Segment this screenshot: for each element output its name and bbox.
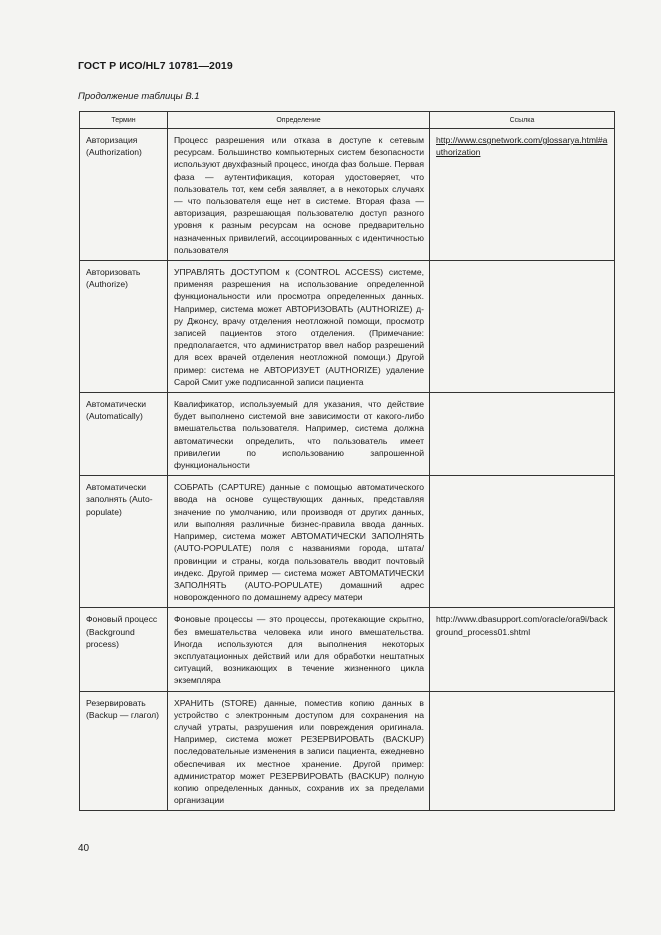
reference-cell xyxy=(430,129,615,261)
definition-cell: СОБРАТЬ (CAPTURE) данные с помощью автоматического ввода на основе существующих данных, представляя значение по умолчанию, или производя от других данных, или выполняя различные бизнес-правила ввода данных. Например, система может АВТОМАТИЧЕСКИ ЗАПОЛНЯТЬ (AUTO-POPULATE) поля с названиями города, штата/провинции и страны, когда пользователь вводит почтовый индекс. Другой пример — система может АВТОМАТИЧЕСКИ ЗАПОЛНЯТЬ (AUTO-POPULATE) домашний адрес новорожденного по домашнему адресу матери xyxy=(168,476,430,608)
column-header-definition: Определение xyxy=(168,112,430,129)
term-cell: Авторизация (Authorization) xyxy=(80,129,168,261)
term-cell: Автоматически (Automatically) xyxy=(80,393,168,476)
table-row xyxy=(80,476,615,608)
table-header-row xyxy=(80,112,615,129)
table-row xyxy=(80,261,615,393)
reference-link[interactable]: http://www.csgnetwork.com/glossarya.html#authorization xyxy=(436,135,608,158)
definition-cell: Процесс разрешения или отказа в доступе к сетевым ресурсам. Большинство компьютерных систем безопасности используют двухфазный процесс, иногда фаз больше. Первая фаза — аутентификация, которая удостоверяет, что пользователь тот, кем себя заявляет, а в некоторых случаях — что пользователя еще нет в системе. Вторая фаза — авторизация, разрешающая пользователю доступ разного уровня к разным ресурсам на основе предварительно назначенных привилегий, ассоциированных с идентичностью пользователя xyxy=(168,129,430,261)
table-row xyxy=(80,608,615,691)
column-header-term: Термин xyxy=(80,112,168,129)
reference-cell xyxy=(430,393,615,476)
term-cell: Резервировать (Backup — глагол) xyxy=(80,691,168,811)
document-standard-title: ГОСТ Р ИСО/HL7 10781—2019 xyxy=(78,60,233,72)
page-number: 40 xyxy=(78,843,90,854)
column-header-reference: Ссылка xyxy=(430,112,615,129)
reference-cell xyxy=(430,691,615,811)
reference-cell xyxy=(430,476,615,608)
reference-cell: http://www.dbasupport.com/oracle/ora9i/background_process01.shtml xyxy=(430,608,615,691)
definition-cell: Квалификатор, используемый для указания, что действие будет выполнено системой вне зависимости от какого-либо вмешательства пользователя. Например, система должна автоматически определить, что пользователь имеет привилегии по использованию запрошенной функциональности xyxy=(168,393,430,476)
definition-cell: Фоновые процессы — это процессы, протекающие скрытно, без вмешательства человека или иного вмешательства. Иногда используются для выполнения некоторых эксплуатационных действий или для обработки нештатных ситуаций, возникающих в течение жизненного цикла экземпляра xyxy=(168,608,430,691)
table-row xyxy=(80,691,615,811)
term-cell: Автоматически заполнять (Auto-populate) xyxy=(80,476,168,608)
table-row xyxy=(80,393,615,476)
table-continuation-caption: Продолжение таблицы В.1 xyxy=(78,91,200,102)
definition-cell: УПРАВЛЯТЬ ДОСТУПОМ к (CONTROL ACCESS) системе, применяя разрешения на использование определенной функциональности или просмотра определенных данных. Например, система может АВТОРИЗОВАТЬ (AUTHORIZE) д-ру Джонсу, врачу отделения неотложной помощи, просмотр записей пациентов этого отделения. (Примечание: предполагается, что администратор ввел набор разрешений для всех врачей отделения неотложной помощи.) Другой пример: система не АВТОРИЗУЕТ (AUTHORIZE) удаление Сарой Смит уже подписанной записи пациента xyxy=(168,261,430,393)
term-cell: Фоновый процесс (Background process) xyxy=(80,608,168,691)
term-cell: Авторизовать (Authorize) xyxy=(80,261,168,393)
table-row xyxy=(80,129,615,261)
definition-cell: ХРАНИТЬ (STORE) данные, поместив копию данных в устройство с электронным доступом для сохранения на случай утраты, разрушения или повреждения оригинала. Например, система может РЕЗЕРВИРОВАТЬ (BACKUP) последовательные изменения в записи пациента, ежедневно обеспечивая их местное хранение. Другой пример: администратор может РЕЗЕРВИРОВАТЬ (BACKUP) полную копию определенных данных, сохранив их за пределами организации xyxy=(168,691,430,811)
glossary-table xyxy=(79,111,615,811)
reference-cell xyxy=(430,261,615,393)
